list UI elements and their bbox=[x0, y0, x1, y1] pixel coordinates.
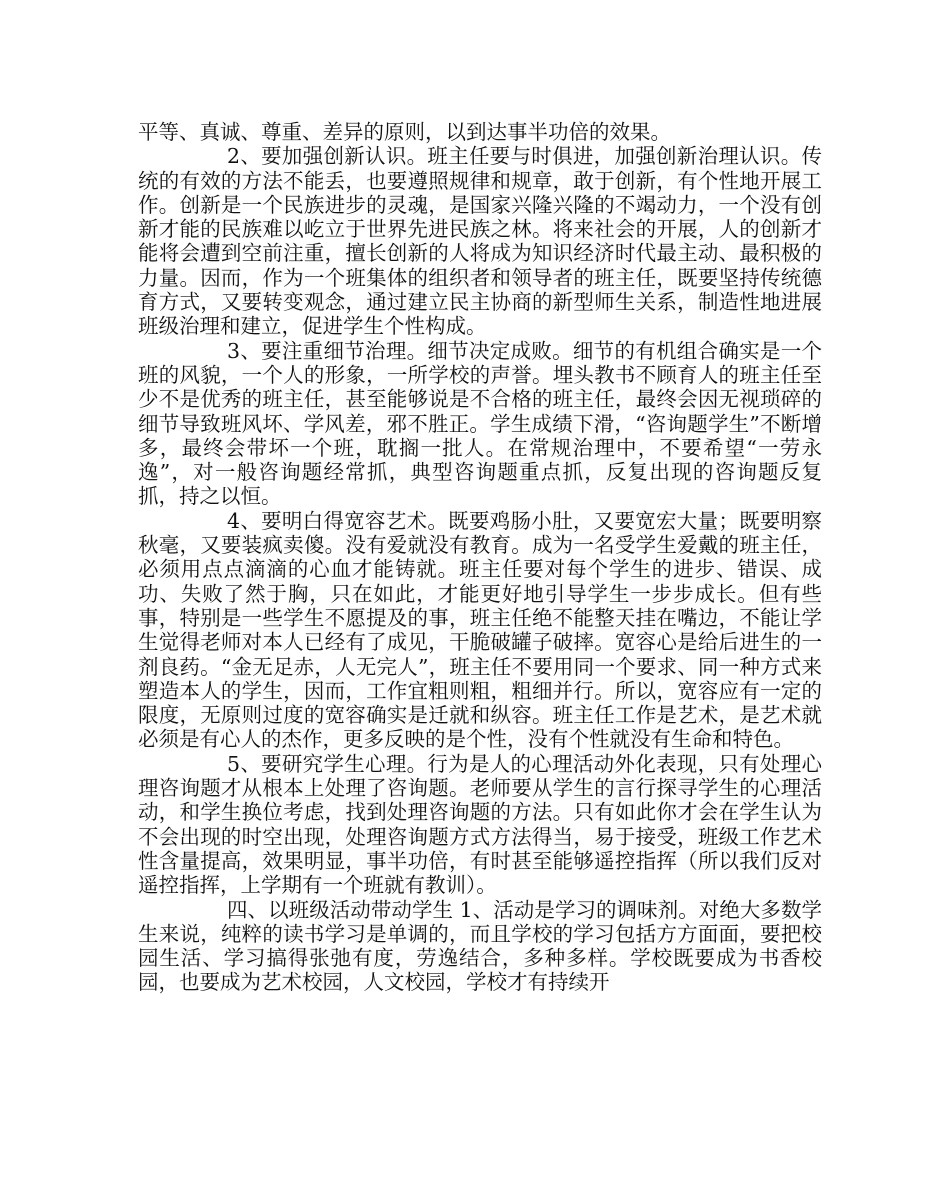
document-body bbox=[138, 120, 822, 995]
paragraph-details: 3、要注重细节治理。细节决定成败。细节的有机组合确实是一个班的风貌，一个人的形象，一所学校的声誉。埋头教书不顾育人的班主任至少不是优秀的班主任，甚至能够说是不合格的班主任，最终会因无视琐碎的细节导致班风坏、学风差，邪不胜正。学生成绩下滑，“咨询题学生”不断增多，最终会带坏一个班，耽搁一批人。在常规治理中，不要希望“一劳永逸”，对一般咨询题经常抓，典型咨询题重点抓，反复出现的咨询题反复抓，持之以恒。 bbox=[138, 338, 822, 509]
paragraph-tolerance: 4、要明白得宽容艺术。既要鸡肠小肚，又要宽宏大量；既要明察秋毫，又要装疯卖傻。没有爱就没有教育。成为一名受学生爱戴的班主任，必须用点点滴滴的心血才能铸就。班主任要对每个学生的进步、错误、成功、失败了然于胸，只在如此，才能更好地引导学生一步步成长。但有些事，特别是一些学生不愿提及的事，班主任绝不能整天挂在嘴边，不能让学生觉得老师对本人已经有了成见，干脆破罐子破摔。宽容心是给后进生的一剂良药。“金无足赤，人无完人”，班主任不要用同一个要求、同一种方式来塑造本人的学生，因而，工作宜粗则粗，粗细并行。所以，宽容应有一定的限度，无原则过度的宽容确实是迁就和纵容。班主任工作是艺术，是艺术就必须是有心人的杰作，更多反映的是个性，没有个性就没有生命和特色。 bbox=[138, 508, 822, 752]
paragraph-continuation: 平等、真诚、尊重、差异的原则，以到达事半功倍的效果。 bbox=[138, 120, 671, 144]
paragraph-psychology: 5、要研究学生心理。行为是人的心理活动外化表现，只有处理心理咨询题才从根本上处理了咨询题。老师要从学生的言行探寻学生的心理活动，和学生换位考虑，找到处理咨询题的方法。只有如此你才会在学生认为不会出现的时空出现，处理咨询题方式方法得当，易于接受，班级工作艺术性含量提高，效果明显，事半功倍，有时甚至能够遥控指挥（所以我们反对遥控指挥，上学期有一个班就有教训）。 bbox=[138, 751, 822, 898]
paragraph-innovation: 2、要加强创新认识。班主任要与时俱进，加强创新治理认识。传统的有效的方法不能丢，也要遵照规律和规章，敢于创新，有个性地开展工作。创新是一个民族进步的灵魂，是国家兴隆兴隆的不竭动力，一个没有创新才能的民族难以屹立于世界先进民族之林。将来社会的开展，人的创新才能将会遭到空前注重，擅长创新的人将成为知识经济时代最主动、最积极的力量。因而，作为一个班集体的组织者和领导者的班主任，既要坚持传统德育方式，又要转变观念，通过建立民主协商的新型师生关系，制造性地进展班级治理和建立，促进学生个性构成。 bbox=[138, 144, 822, 339]
paragraph-activities: 四、以班级活动带动学生 1、活动是学习的调味剂。对绝大多数学生来说，纯粹的读书学习是单调的，而且学校的学习包括方方面面，要把校园生活、学习搞得张弛有度，劳逸结合，多种多样。学校既要成为书香校园，也要成为艺术校园，人文校园，学校才有持续开 bbox=[138, 897, 822, 995]
